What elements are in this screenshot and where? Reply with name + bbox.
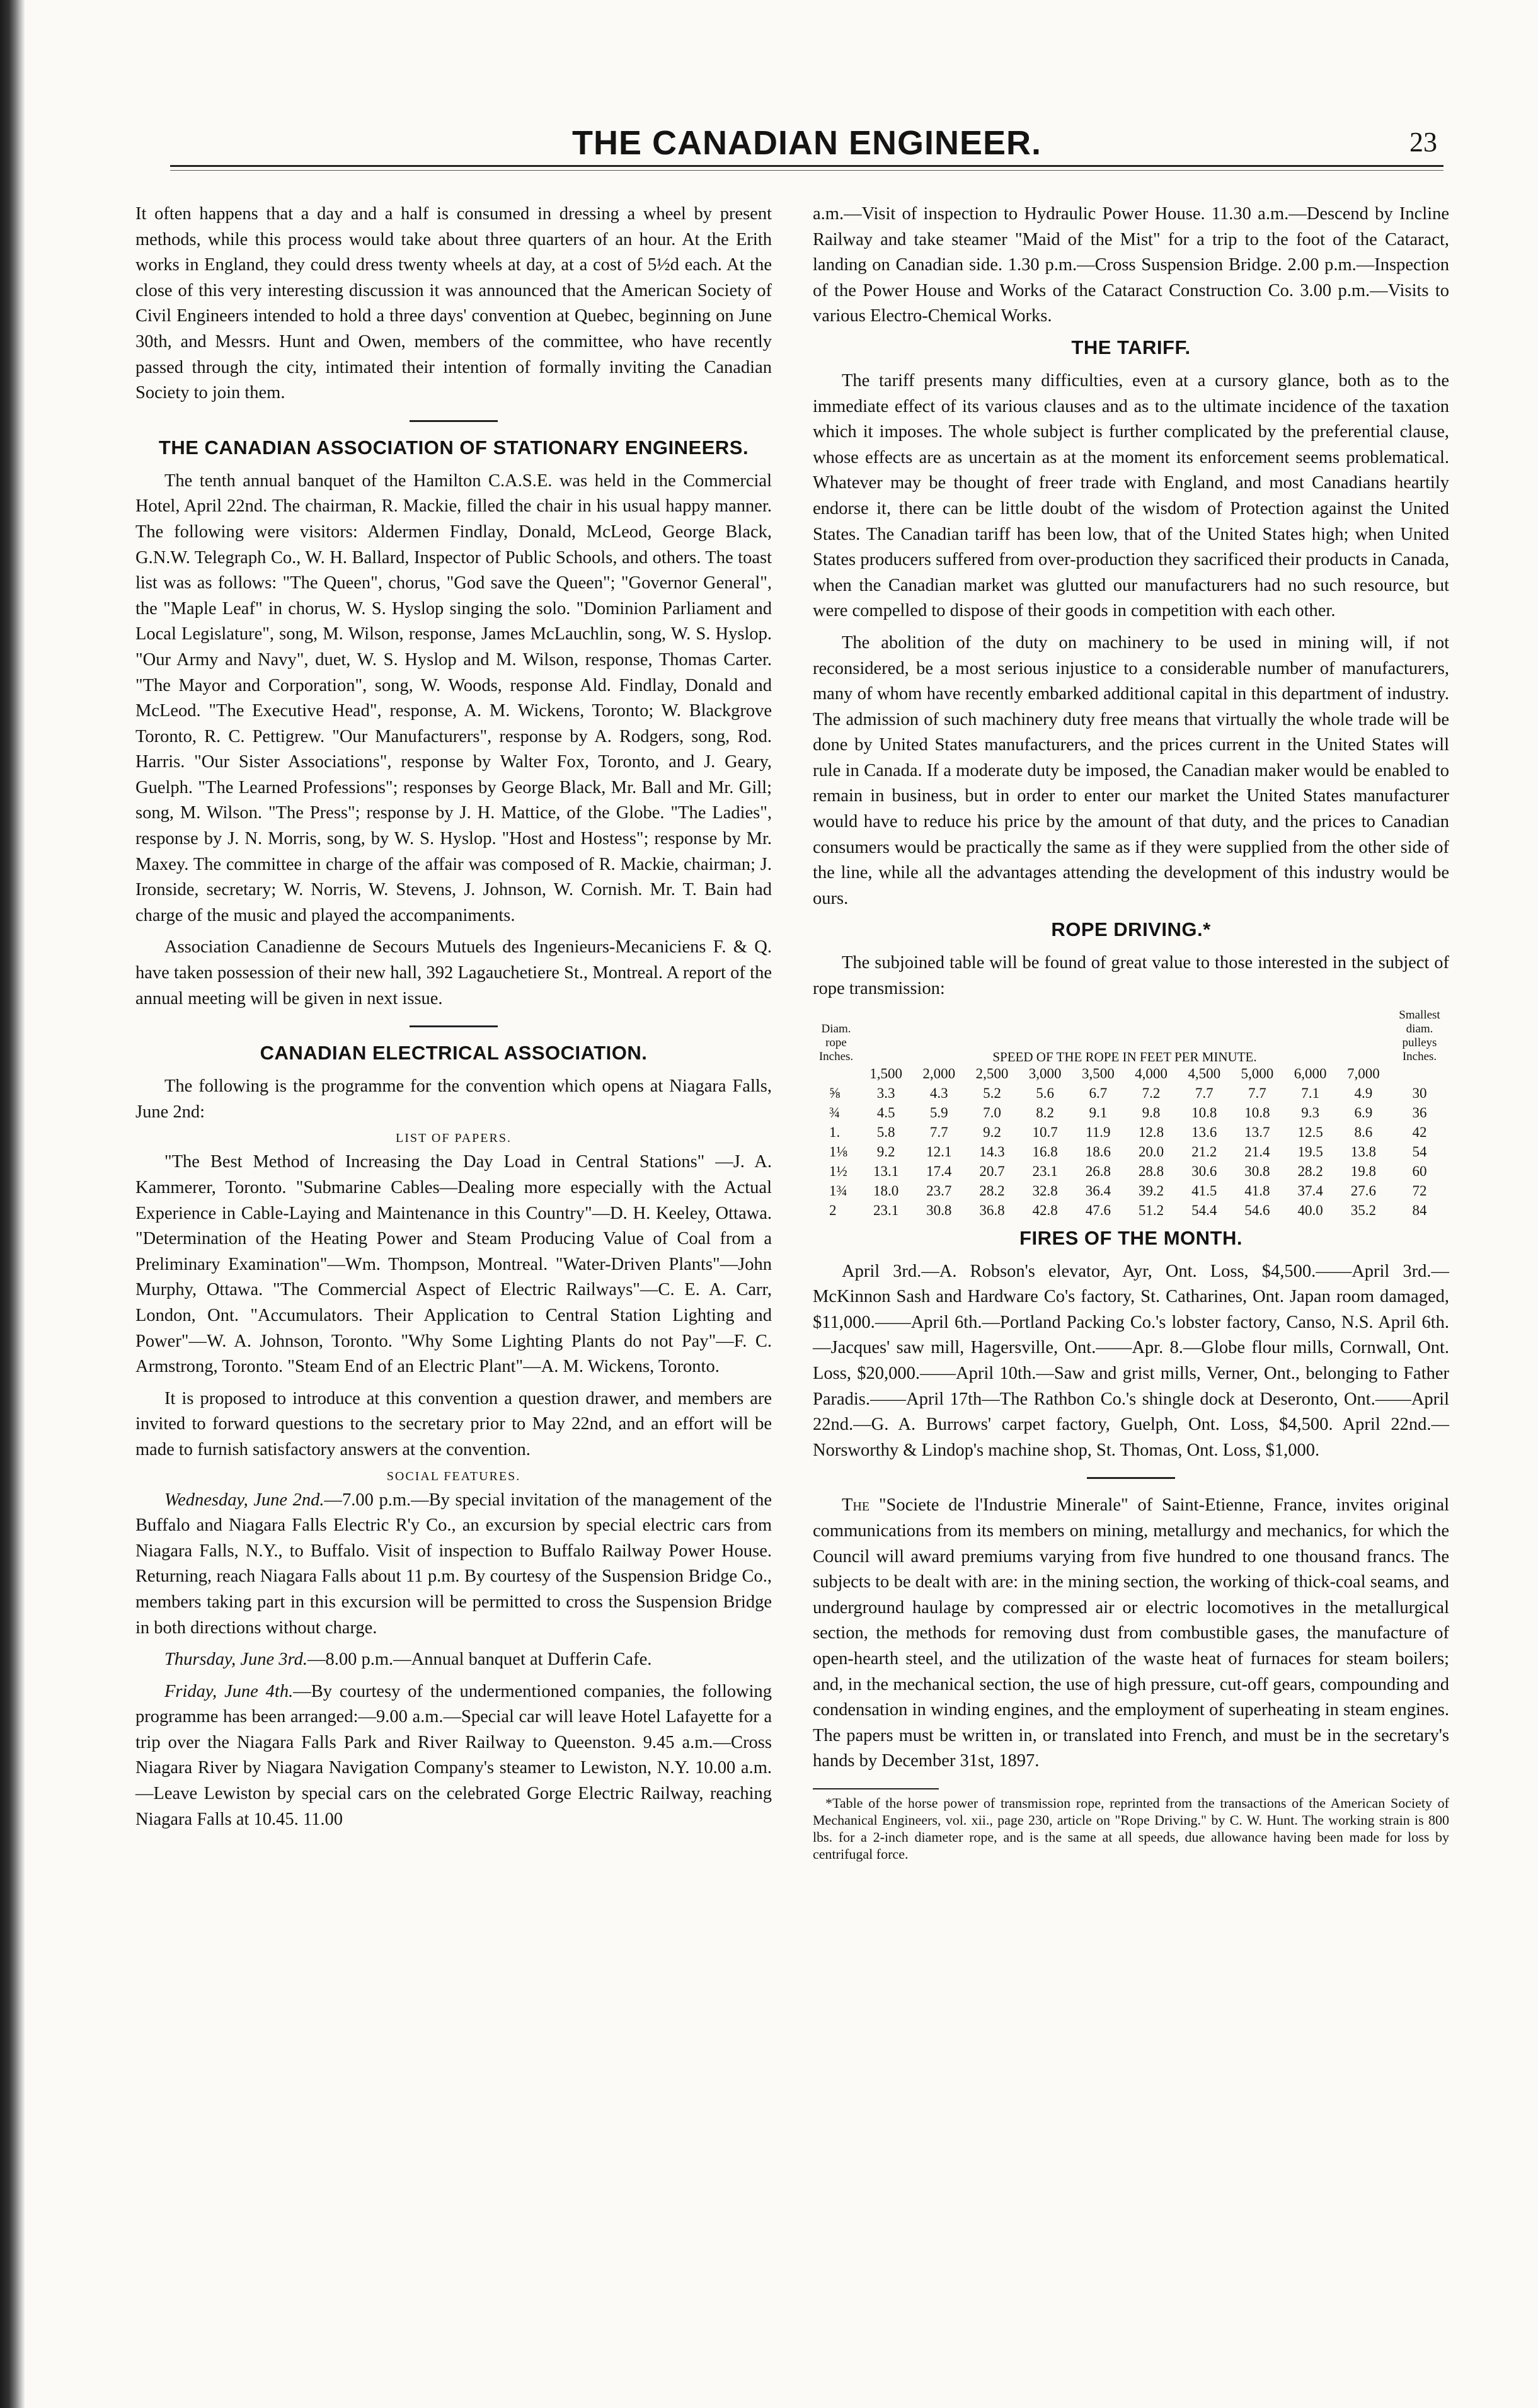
horsepower-value: 18.6: [1085, 1143, 1111, 1160]
thursday-label: Thursday, June 3rd.: [164, 1650, 307, 1670]
societe-text: "Societe de l'Industrie Minerale" of Saint-Etienne, France, invites original communications from its members on mining, metallurgy and mechanics, for which the Council will award premiums varying from five hundred to one thousand francs. The subjects to be dealt with are: in the mining section, the working of thick-coal seams, and underground haulage by compressed air or electric locomotives in the metallurgical section, the methods for removing dust from combustible gases, the manufacture of open-hearth steel, and the utilization of the waste heat of furnaces for steam boilers; and, in the mechanical section, the use of high pressure, cut-off gears, compounding and condensation in winding engines, and the employment of superheating in steam engines. The papers must be written in, or translated into French, and must be in the secretary's hands by December 31st, 1897.: [813, 1495, 1450, 1771]
scan-binding-edge: [0, 0, 25, 2408]
horsepower-value: 9.2: [983, 1124, 1001, 1140]
thursday-entry: [135, 1647, 772, 1673]
right-column: [813, 202, 1449, 1863]
rope-diameter: 1⅛: [829, 1143, 847, 1160]
header-rule: [170, 165, 1443, 167]
page-number: 23: [1409, 127, 1437, 157]
continued-paragraph: It often happens that a day and a half is consumed in dressing a wheel by present methods, while this process would take about three quarters of an hour. At the Erith works in England, they could dress twenty wheels at day, at a cost of 5½d each. At the close of this very interesting discussion it was announced that the American Society of Civil Engineers intended to hold a three days' convention at Quebec, beginning on June 30th, and Messrs. Hunt and Owen, members of the committee, who have recently passed through the city, intimated their intention of formally inviting the Canadian Society to join them.: [135, 204, 772, 403]
friday-continued: a.m.—Visit of inspection to Hydraulic Power House. 11.30 a.m.—Descend by Incline Railway and take steamer "Maid of the Mist" for a trip to the foot of the Cataract, landing on Canadian side. 1.30 p.m.—Cross Suspension Bridge. 2.00 p.m.—Inspection of the Power House and Works of the Cataract Construction Co. 3.00 p.m.—Visits to various Electro-Chemical Works.: [813, 204, 1449, 326]
col-diam-header: Diam. rope Inches.: [818, 1022, 854, 1063]
section-separator: [1087, 1477, 1175, 1479]
horsepower-value: 36.8: [979, 1202, 1005, 1218]
horsepower-value: 13.1: [873, 1163, 899, 1179]
horsepower-value: 7.7: [1195, 1085, 1214, 1101]
horsepower-value: 42.8: [1032, 1202, 1058, 1218]
horsepower-value: 20.7: [979, 1163, 1005, 1179]
horsepower-value: 23.1: [873, 1202, 899, 1218]
horsepower-value: 5.8: [876, 1124, 895, 1140]
horsepower-value: 7.1: [1301, 1085, 1319, 1101]
speed-value: 2,500: [975, 1065, 1009, 1081]
horsepower-value: 21.2: [1191, 1143, 1217, 1160]
horsepower-value: 37.4: [1297, 1182, 1323, 1199]
question-drawer-paragraph: It is proposed to introduce at this convention a question drawer, and members are invited to forward questions to the secretary prior to May 22nd, and an effort will be made to furnish satisfactory answers at the convention.: [135, 1388, 772, 1459]
horsepower-value: 18.0: [873, 1182, 899, 1199]
horsepower-value: 28.2: [1297, 1163, 1323, 1179]
horsepower-value: 39.2: [1138, 1182, 1164, 1199]
horsepower-value: 4.5: [876, 1104, 895, 1121]
horsepower-value: 28.2: [979, 1182, 1005, 1199]
rope-diameter: 2: [829, 1202, 837, 1218]
speed-value: 7,000: [1346, 1065, 1380, 1081]
papers-subheading: LIST OF PAPERS.: [396, 1131, 512, 1146]
horsepower-value: 51.2: [1138, 1202, 1164, 1218]
pulley-diameter: 72: [1412, 1182, 1427, 1199]
footnote: *Table of the horse power of transmission rope, reprinted from the transactions of the American Society of Mechanical Engineers, vol. xii., page 230, article on "Rope Driving." by C. W. Hunt. The working strain is 800 lbs. for a 2-inch diameter rope, and is the same at all speeds, due allowance having been made for loss by centrifugal force.: [813, 1795, 1449, 1862]
speed-row-spacer: [813, 1064, 859, 1083]
rope-table-body: [813, 1083, 1449, 1220]
horsepower-value: 4.9: [1354, 1085, 1373, 1101]
horsepower-value: 5.6: [1036, 1085, 1055, 1101]
horsepower-value: 23.1: [1032, 1163, 1058, 1179]
horsepower-value: 10.8: [1244, 1104, 1270, 1121]
horsepower-value: 28.8: [1138, 1163, 1164, 1179]
footnote-rule: [813, 1788, 939, 1789]
speed-value: 1,500: [869, 1065, 902, 1081]
horsepower-value: 17.4: [926, 1163, 952, 1179]
horsepower-value: 19.8: [1350, 1163, 1376, 1179]
fires-heading: FIRES OF THE MONTH.: [1019, 1226, 1242, 1249]
pulley-diameter: 42: [1412, 1124, 1427, 1140]
rope-diameter: 1½: [829, 1163, 847, 1179]
speed-row-spacer: [1390, 1064, 1449, 1083]
friday-text: —By courtesy of the undermentioned companies, the following programme has been arranged:—9.00 a.m.—Special car will leave Hotel Lafayette for a trip over the Niagara Falls Park and River Railway to Queenston. 9.45 a.m.—Cross Niagara River by Niagara Navigation Company's steamer to Lewiston, N.Y. 10.00 a.m.—Leave Lewiston by special cars on the celebrated Gorge Electric Railway, reaching Niagara Falls at 10.45. 11.00: [135, 1681, 772, 1829]
horsepower-value: 4.3: [929, 1085, 948, 1101]
rope-diameter: 1.: [829, 1124, 841, 1140]
horsepower-value: 6.9: [1354, 1104, 1373, 1121]
rope-intro: The subjoined table will be found of great value to those interested in the subject of rope transmission:: [813, 953, 1449, 999]
speed-value: 3,000: [1028, 1065, 1062, 1081]
horsepower-value: 7.7: [1248, 1085, 1266, 1101]
rope-driving-table: [813, 1008, 1449, 1220]
horsepower-value: 8.6: [1354, 1124, 1373, 1140]
table-row: [813, 1161, 1449, 1181]
horsepower-value: 10.8: [1191, 1104, 1217, 1121]
horsepower-value: 9.8: [1142, 1104, 1161, 1121]
horsepower-value: 41.8: [1244, 1182, 1270, 1199]
horsepower-value: 12.8: [1138, 1124, 1164, 1140]
horsepower-value: 7.2: [1142, 1085, 1161, 1101]
horsepower-value: 30.8: [1244, 1163, 1270, 1179]
speed-value: 3,500: [1081, 1065, 1115, 1081]
horsepower-value: 30.8: [926, 1202, 952, 1218]
stationary-engineers-heading: THE CANADIAN ASSOCIATION OF STATIONARY ENGINEERS.: [158, 436, 749, 459]
speed-row: [813, 1064, 1449, 1083]
tariff-paragraph-1: The tariff presents many difficulties, even at a cursory glance, both as to the immediate effect of its various clauses and as to the ultimate incidence of the taxation which it imposes. The whole subject is further complicated by the preferential clause, whose effects are as uncertain as at the moment its enforcement seems problematical. Whatever may be thought of freer trade with England, and most Canadians heartily endorse it, there can be little doubt of the wisdom of Protection against the United States. The Canadian tariff has been low, that of the United States high; when United States producers suffered from over-production they sacrificed their products in Canada, when the Canadian market was glutted our manufacturers had no such resource, but were compelled to dispose of their goods in competition with each other.: [813, 370, 1449, 621]
pulley-diameter: 84: [1412, 1202, 1427, 1218]
societe-paragraph: [813, 1493, 1449, 1774]
horsepower-value: 47.6: [1085, 1202, 1111, 1218]
rope-driving-heading: ROPE DRIVING.*: [1051, 918, 1211, 941]
tariff-heading: THE TARIFF.: [1071, 336, 1191, 358]
section-separator: [410, 420, 498, 422]
horsepower-value: 9.2: [876, 1143, 895, 1160]
table-row: [813, 1142, 1449, 1161]
horsepower-value: 21.4: [1244, 1143, 1270, 1160]
horsepower-value: 40.0: [1297, 1202, 1323, 1218]
electrical-association-heading: CANADIAN ELECTRICAL ASSOCIATION.: [260, 1042, 648, 1064]
wednesday-entry: [135, 1488, 772, 1641]
papers-list: "The Best Method of Increasing the Day Load in Central Stations" —J. A. Kammerer, Toronto. "Submarine Cables—Dealing more especially with the Actual Experience in Cable-Laying and Maintenance in this Country"—D. H. Keeley, Ottawa. "Determination of the Heating Power and Steam Producing Value of Coal from a Preliminary Examination"—Wm. Thompson, Montreal. "Water-Driven Plants"—John Murphy, Ottawa. "The Commercial Aspect of Electric Railways"—C. E. A. Carr, London, Ont. "Accumulators. Their Application to Central Station Lighting and Power"—W. A. Johnson, Toronto. "Why Some Lighting Plants do not Pay"—F. C. Armstrong, Toronto. "Steam End of an Electric Plant"—A. M. Wickens, Toronto.: [135, 1152, 772, 1377]
horsepower-value: 5.9: [929, 1104, 948, 1121]
pulley-diameter: 54: [1412, 1143, 1427, 1160]
tariff-paragraph-2: The abolition of the duty on machinery to be used in mining will, if not reconsidered, be a most serious injustice to a considerable number of manufacturers, many of whom have recently embarked additional capital in this department of industry. The admission of such machinery duty free means that virtually the whole trade will be done by United States manufacturers, and the prices current in the United States will rule in Canada. If a moderate duty be imposed, the Canadian maker would be enabled to remain in business, but in order to enter our market the United States manufacturer would have to reduce his price by the amount of that duty, and the prices to Canadian consumers would be practically the same as if they were supplied from the other side of the line, while all the advantages attending the development of this industry would be ours.: [813, 632, 1449, 908]
horsepower-value: 23.7: [926, 1182, 952, 1199]
horsepower-value: 5.2: [983, 1085, 1001, 1101]
horsepower-value: 11.9: [1086, 1124, 1111, 1140]
section-separator: [410, 1025, 498, 1027]
col-pulley-header: Smallest diam. pulleys Inches.: [1399, 1008, 1440, 1063]
horsepower-value: 20.0: [1138, 1143, 1164, 1160]
speed-value: 5,000: [1241, 1065, 1274, 1081]
speed-value: 6,000: [1294, 1065, 1327, 1081]
friday-label: Friday, June 4th.: [164, 1681, 294, 1701]
horsepower-value: 54.4: [1191, 1202, 1217, 1218]
horsepower-value: 7.0: [983, 1104, 1001, 1121]
masthead-title: THE CANADIAN ENGINEER.: [571, 124, 1042, 162]
horsepower-value: 54.6: [1244, 1202, 1270, 1218]
horsepower-value: 6.7: [1089, 1085, 1108, 1101]
pulley-diameter: 30: [1412, 1085, 1427, 1101]
pulley-diameter: 36: [1412, 1104, 1427, 1121]
horsepower-value: 13.7: [1244, 1124, 1270, 1140]
speed-value: 4,000: [1135, 1065, 1168, 1081]
rope-diameter: ⅝: [829, 1085, 841, 1101]
horsepower-value: 16.8: [1032, 1143, 1058, 1160]
horsepower-value: 27.6: [1350, 1182, 1376, 1199]
table-row: [813, 1201, 1449, 1220]
horsepower-value: 30.6: [1191, 1163, 1217, 1179]
table-row: [813, 1181, 1449, 1201]
speed-value: 2,000: [922, 1065, 956, 1081]
social-features-subheading: SOCIAL FEATURES.: [386, 1469, 521, 1483]
societe-lead: The: [842, 1495, 870, 1515]
horsepower-value: 9.1: [1089, 1104, 1108, 1121]
horsepower-value: 9.3: [1301, 1104, 1319, 1121]
page-header: [170, 123, 1443, 174]
friday-entry: [135, 1679, 772, 1833]
horsepower-value: 7.7: [929, 1124, 948, 1140]
rope-diameter: 1¾: [829, 1182, 847, 1199]
horsepower-value: 35.2: [1350, 1202, 1376, 1218]
col-speed-header: SPEED OF THE ROPE IN FEET PER MINUTE.: [992, 1049, 1257, 1064]
table-row: [813, 1103, 1449, 1122]
horsepower-value: 26.8: [1085, 1163, 1111, 1179]
wednesday-label: Wednesday, June 2nd.: [164, 1490, 324, 1510]
horsepower-value: 13.8: [1350, 1143, 1376, 1160]
thursday-text: —8.00 p.m.—Annual banquet at Dufferin Cafe.: [307, 1650, 652, 1670]
association-paragraph: Association Canadienne de Secours Mutuels des Ingenieurs-Mecaniciens F. & Q. have taken possession of their new hall, 392 Lagauchetiere St., Montreal. A report of the annual meeting will be given in next issue.: [135, 937, 772, 1008]
programme-intro: The following is the programme for the convention which opens at Niagara Falls, June 2nd:: [135, 1076, 772, 1122]
horsepower-value: 41.5: [1191, 1182, 1217, 1199]
horsepower-value: 14.3: [979, 1143, 1005, 1160]
header-rule-thin: [170, 170, 1443, 171]
rope-diameter: ¾: [829, 1104, 841, 1121]
speed-value: 4,500: [1188, 1065, 1221, 1081]
horsepower-value: 32.8: [1032, 1182, 1058, 1199]
horsepower-value: 12.5: [1297, 1124, 1323, 1140]
pulley-diameter: 60: [1412, 1163, 1427, 1179]
banquet-paragraph: The tenth annual banquet of the Hamilton C.A.S.E. was held in the Commercial Hotel, April 22nd. The chairman, R. Mackie, filled the chair in his usual happy manner. The following were visitors: Aldermen Findlay, Donald, McLeod, George Black, G.N.W. Telegraph Co., W. H. Ballard, Inspector of Public Schools, and others. The toast list was as follows: "The Queen", chorus, "God save the Queen"; "Governor General", the "Maple Leaf" in chorus, W. S. Hyslop singing the solo. "Dominion Parliament and Local Legislature", song, M. Wilson, response, James McLauchlin, song, W. S. Hyslop. "Our Army and Navy", duet, W. S. Hyslop and M. Wilson, response, Thomas Carter. "The Mayor and Corporation", song, W. Woods, response Ald. Findlay, Donald and McLeod. "The Executive Head", response, A. M. Wickens, Toronto; W. Blackgrove Toronto, R. C. Pettigrew. "Our Manufacturers", response by A. Rodgers, song, Rod. Harris. "Our Sister Associations", response by Walter Fox, Toronto, and J. Geary, Guelph. "The Learned Professions"; responses by George Black, Mr. Ball and Mr. Gill; song, M. Wilson. "The Press"; response by J. H. Mattice, of the Globe. "The Ladies", response by J. N. Morris, song, by W. S. Hyslop. "Host and Hostess"; response by Mr. Maxey. The committee in charge of the affair was composed of R. Mackie, chairman; J. Ironside, secretary; W. Norris, W. Stevens, J. Johnson, W. Cornish. Mr. T. Bain had charge of the music and played the accompaniments.: [135, 471, 772, 925]
table-row: [813, 1083, 1449, 1103]
table-row: [813, 1122, 1449, 1142]
horsepower-value: 3.3: [876, 1085, 895, 1101]
fires-paragraph: April 3rd.—A. Robson's elevator, Ayr, Ont. Loss, $4,500.——April 3rd.—McKinnon Sash and Hardware Co's factory, St. Catharines, Ont. Japan room damaged, $11,000.——April 6th.—Portland Packing Co.'s lobster factory, Canso, N.S. April 6th.—Jacques' saw mill, Hagersville, Ont.——Apr. 8.—Globe flour mills, Cornwall, Ont. Loss, $20,000.——April 10th.—Saw and grist mills, Verner, Ont., belonging to Father Paradis.——April 17th—The Rathbon Co.'s shingle dock at Deseronto, Ont.——April 22nd.—G. A. Burrows' carpet factory, Guelph, Ont. Loss, $4,500. April 22nd.—Norsworthy & Lindop's machine shop, St. Thomas, Ont. Loss, $1,000.: [813, 1261, 1449, 1460]
left-column: [135, 202, 772, 1839]
horsepower-value: 10.7: [1032, 1124, 1058, 1140]
horsepower-value: 12.1: [926, 1143, 952, 1160]
horsepower-value: 13.6: [1191, 1124, 1217, 1140]
horsepower-value: 8.2: [1036, 1104, 1055, 1121]
horsepower-value: 36.4: [1085, 1182, 1111, 1199]
horsepower-value: 19.5: [1297, 1143, 1323, 1160]
wednesday-text: —7.00 p.m.—By special invitation of the management of the Buffalo and Niagara Falls Electric R'y Co., an excursion by special electric cars from Niagara Falls, N.Y., to Buffalo. Visit of inspection to Buffalo Railway Power House. Returning, reach Niagara Falls about 11 p.m. By courtesy of the Suspension Bridge Co., members taking part in this excursion will be permitted to cross the Suspension Bridge in both directions without charge.: [135, 1490, 772, 1638]
